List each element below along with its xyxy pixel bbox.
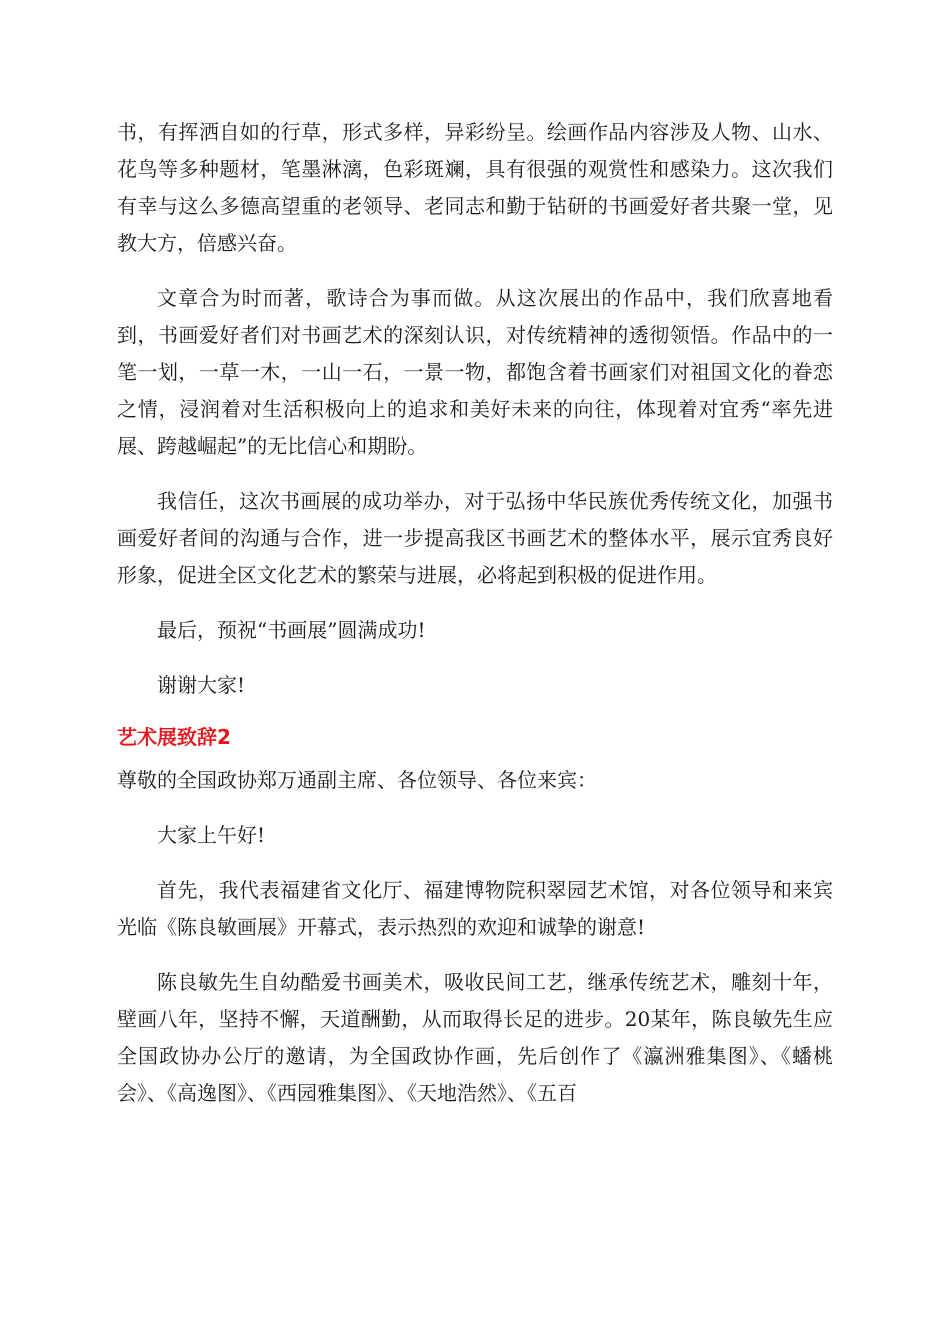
- paragraph-works-significance: 文章合为时而著，歌诗合为事而做。从这次展出的作品中，我们欣喜地看到，书画爱好者们对书画艺术的深刻认识，对传统精神的透彻领悟。作品中的一笔一划，一草一木，一山一石，一景一物，都饱含着书画家们对祖国文化的眷恋之情，浸润着对生活积极向上的追求和美好未来的向往，体现着对宜秀“率先进展、跨越崛起”的无比信心和期盼。: [117, 286, 833, 458]
- paragraph-artist-bio: 陈良敏先生自幼酷爱书画美术，吸收民间工艺，继承传统艺术，雕刻十年，壁画八年，坚持不懈，天道酬勤，从而取得长足的进步。20某年，陈良敏先生应全国政协办公厅的邀请，为全国政协作画，先后创作了《瀛洲雅集图》、《蟠桃会》、《高逸图》、《西园雅集图》、《天地浩然》、《五百: [117, 970, 833, 1105]
- paragraph-welcome: 首先，我代表福建省文化厅、福建博物院积翠园艺术馆，对各位领导和来宾光临《陈良敏画展》开幕式，表示热烈的欢迎和诚挚的谢意!: [117, 878, 833, 939]
- paragraph-wish-success: 最后，预祝“书画展”圆满成功!: [157, 618, 426, 642]
- paragraph-greeting: 大家上午好!: [157, 823, 266, 847]
- salutation: 尊敬的全国政协郑万通副主席、各位领导、各位来宾：: [117, 768, 597, 792]
- section-heading: 艺术展致辞2: [117, 725, 231, 749]
- paragraph-exhibition-impact: 我信任，这次书画展的成功举办，对于弘扬中华民族优秀传统文化，加强书画爱好者间的沟通与合作，进一步提高我区书画艺术的整体水平，展示宜秀良好形象，促进全区文化艺术的繁荣与进展，必将起到积极的促进作用。: [117, 489, 833, 587]
- paragraph-thanks: 谢谢大家!: [157, 673, 246, 697]
- paragraph-works-description: 书，有挥洒自如的行草，形式多样，异彩纷呈。绘画作品内容涉及人物、山水、花鸟等多种题材，笔墨淋漓，色彩斑斓，具有很强的观赏性和感染力。这次我们有幸与这么多德高望重的老领导、老同志和勤于钻研的书画爱好者共聚一堂，见教大方，倍感兴奋。: [117, 120, 833, 255]
- document-page: [117, 114, 833, 1130]
